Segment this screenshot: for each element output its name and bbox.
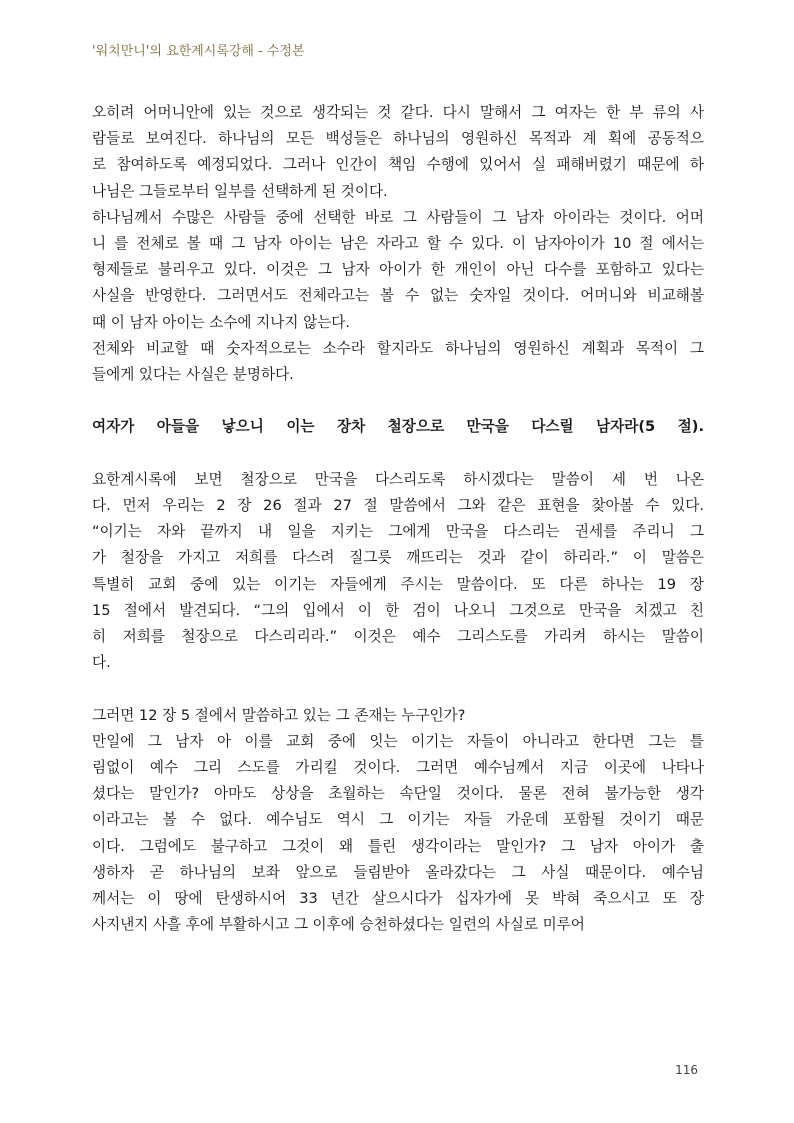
text-line: 나님은 그들로부터 일부를 선택하게 된 것이다.	[92, 182, 388, 200]
text-line: 사지낸지 사흘 후에 부활하시고 그 이후에 승천하셨다는 일련의 사실로 미루어	[92, 916, 585, 934]
spacer	[92, 388, 704, 414]
text-line: 다. 먼저 우리는 2 장 26 절과 27 절 말씀에서 그와 같은 표현을 찾아볼 수 있다.	[92, 497, 704, 515]
text-line: 다.	[92, 654, 111, 672]
document-body	[92, 100, 704, 938]
page-number: 116	[675, 1063, 698, 1077]
section-heading-paragraph	[92, 414, 704, 440]
text-line: 니 를 전체로 볼 때 그 남자 아이는 남은 자라고 할 수 있다. 이 남자아이가 10 절 에서는	[92, 235, 704, 253]
text-line: 들에게 있다는 사실은 분명하다.	[92, 366, 294, 384]
paragraph	[92, 467, 704, 677]
text-line: 히 저희를 철장으로 다스리리라.” 이것은 예수 그리스도를 가리켜 하시는 말씀이	[92, 628, 704, 646]
text-line: 15 절에서 발견되다. “그의 입에서 이 한 검이 나오니 그것으로 만국을 치겠고 친	[92, 601, 704, 619]
text-line: 때 이 남자 아이는 소수에 지나지 않는다.	[92, 313, 351, 331]
text-line: 림없이 예수 그리 스도를 가리킬 것이다. 그러면 예수님께서 지금 이곳에 나타나	[92, 759, 704, 777]
text-line: 셨다는 말인가? 아마도 상상을 초월하는 속단일 것이다. 물론 전혀 불가능한 생각	[92, 785, 704, 803]
text-line: 하나님께서 수많은 사람들 중에 선택한 바로 그 사람들이 그 남자 아이라는 것이다. 어머	[92, 208, 704, 226]
text-line: “이기는 자와 끝까지 내 일을 지키는 그에게 만국을 다스리는 권세를 주리니 그	[92, 523, 704, 541]
spacer	[92, 441, 704, 467]
paragraph	[92, 729, 704, 939]
paragraph	[92, 100, 704, 205]
text-line: 만일에 그 남자 아 이를 교회 중에 잇는 이기는 자들이 아니라고 한다면 그는 틀	[92, 732, 704, 750]
text-line: 람들로 보여진다. 하나님의 모든 백성들은 하나님의 영원하신 목적과 계 획에 공동적으	[92, 130, 704, 148]
text-line: 생하자 곧 하나님의 보좌 앞으로 들림받아 올라갔다는 그 사실 때문이다. 예수님	[92, 863, 704, 881]
section-heading: 여자가 아들을 낳으니 이는 장차 철장으로 만국을 다스릴 남자라(5 절).	[92, 418, 704, 436]
text-line: 이다. 그럼에도 불구하고 그것이 왜 틀린 생각이라는 말인가? 그 남자 아이가 출	[92, 837, 704, 855]
text-line: 형제들로 불리우고 있다. 이것은 그 남자 아이가 한 개인이 아닌 다수를 포함하고 있다는	[92, 261, 704, 279]
text-line: 요한계시록에 보면 철장으로 만국을 다스리도록 하시겠다는 말씀이 세 번 나온	[92, 470, 704, 488]
text-line: 전체와 비교할 때 숫자적으로는 소수라 할지라도 하나님의 영원하신 계획과 목적이 그	[92, 339, 704, 357]
text-line: 께서는 이 땅에 탄생하시어 33 년간 살으시다가 십자가에 못 박혀 죽으시고 또 장	[92, 890, 704, 908]
text-line: 로 참여하도록 예정되었다. 그러나 인간이 책임 수행에 있어서 실 패해버렸기 때문에 하	[92, 156, 704, 174]
spacer	[92, 676, 704, 702]
running-header: '워치만니'의 요한계시록강해 - 수정본	[92, 44, 305, 59]
text-line: 이라고는 볼 수 없다. 예수님도 역시 그 이기는 자들 가운데 포함될 것이기 때문	[92, 811, 704, 829]
text-line: 특별히 교회 중에 있는 이기는 자들에게 주시는 말씀이다. 또 다른 하나는 19 장	[92, 575, 704, 593]
text-line: 가 철장을 가지고 저희를 다스려 질그릇 깨뜨리는 것과 같이 하리라.” 이 말씀은	[92, 549, 704, 567]
paragraph	[92, 205, 704, 336]
paragraph	[92, 703, 704, 729]
text-line: 그러면 12 장 5 절에서 말씀하고 있는 그 존재는 누구인가?	[92, 706, 466, 724]
paragraph	[92, 336, 704, 388]
text-line: 오히려 어머니안에 있는 것으로 생각되는 것 같다. 다시 말해서 그 여자는 한 부 류의 사	[92, 104, 704, 121]
text-line: 사실을 반영한다. 그러면서도 전체라고는 볼 수 없는 숫자일 것이다. 어머니와 비교해볼	[92, 287, 704, 305]
